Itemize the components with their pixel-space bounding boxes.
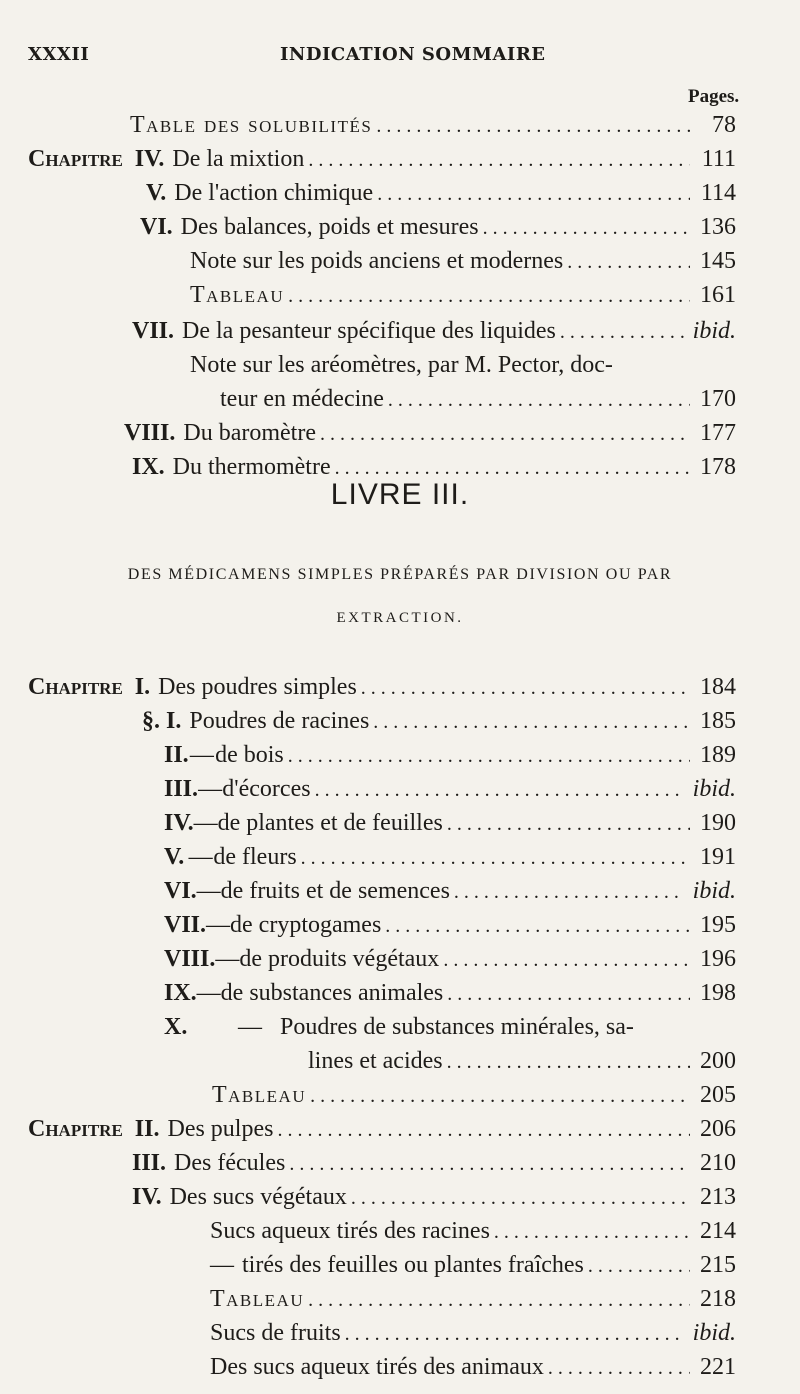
ditto-dash: — xyxy=(238,1014,262,1040)
toc-entry-page: ibid. xyxy=(692,318,736,344)
toc-entry-page: 78 xyxy=(712,112,736,138)
chapter-number: I. xyxy=(134,674,151,700)
toc-row xyxy=(164,844,736,878)
toc-row xyxy=(132,318,736,352)
toc-entry-page: 196 xyxy=(700,946,736,972)
toc-row xyxy=(132,1184,736,1218)
leader-dots xyxy=(335,454,690,481)
book-subtitle-line2: EXTRACTION. xyxy=(336,610,464,626)
ditto-dash: — xyxy=(196,980,221,1006)
toc-row xyxy=(164,912,736,946)
toc-row xyxy=(140,214,736,248)
ditto-dash: — xyxy=(193,810,218,836)
chapter-label: Chapitre xyxy=(28,146,123,172)
toc-row xyxy=(190,282,736,316)
toc-entry-label: Des balances, poids et mesures xyxy=(180,214,479,240)
chapter-label: Chapitre xyxy=(28,674,123,700)
ditto-dash: — xyxy=(206,912,231,938)
toc-entry-page: 145 xyxy=(700,248,736,274)
leader-dots xyxy=(385,912,690,939)
toc-entry-label: d'écorces xyxy=(222,776,311,802)
toc-entry-page: 184 xyxy=(700,674,736,700)
toc-row xyxy=(28,1116,736,1150)
toc-entry-label-line2: teur en médecine xyxy=(220,386,384,412)
toc-row xyxy=(142,708,736,742)
leader-dots xyxy=(494,1218,690,1245)
toc-entry-label: Des sucs aqueux tirés des animaux xyxy=(210,1354,544,1380)
leader-dots xyxy=(345,1320,685,1347)
leader-dots xyxy=(308,1286,690,1313)
toc-entry-page: 205 xyxy=(700,1082,736,1108)
chapter-number: VI. xyxy=(140,214,173,240)
toc-entry-label: de cryptogames xyxy=(230,912,382,938)
toc-entry-label: Du baromètre xyxy=(183,420,316,446)
leader-dots xyxy=(288,742,690,769)
leader-dots xyxy=(454,878,685,905)
toc-entry-page: 136 xyxy=(700,214,736,240)
toc-row xyxy=(220,386,736,420)
toc-entry-page: ibid. xyxy=(692,878,736,904)
leader-dots xyxy=(376,112,690,139)
running-title: INDICATION SOMMAIRE xyxy=(280,44,546,65)
leader-dots xyxy=(447,810,690,837)
toc-entry-page: 210 xyxy=(700,1150,736,1176)
leader-dots xyxy=(567,248,690,275)
toc-entry-page: 215 xyxy=(700,1252,736,1278)
toc-entry-label: Des sucs végétaux xyxy=(169,1184,347,1210)
leader-dots xyxy=(483,214,690,241)
leader-dots xyxy=(351,1184,690,1211)
toc-entry-label: Des pulpes xyxy=(167,1116,274,1142)
toc-entry-page: ibid. xyxy=(692,776,736,802)
toc-row xyxy=(164,980,736,1014)
leader-dots xyxy=(277,1116,690,1143)
toc-entry-label: Poudres de racines xyxy=(189,708,370,734)
book-title: LIVRE III. xyxy=(330,478,470,511)
chapter-number: IX. xyxy=(132,454,165,480)
toc-entry-page: 198 xyxy=(700,980,736,1006)
toc-entry-label: Tableau xyxy=(212,1082,307,1108)
toc-row xyxy=(164,742,736,776)
toc-row xyxy=(210,1286,736,1320)
toc-entry-label: Tableau xyxy=(210,1286,305,1312)
leader-dots xyxy=(310,1082,690,1109)
toc-row xyxy=(190,248,736,282)
page-number: XXXII xyxy=(28,44,90,65)
toc-entry-page: 206 xyxy=(700,1116,736,1142)
toc-entry-label: tirés des feuilles ou plantes fraîches xyxy=(242,1252,584,1278)
leader-dots xyxy=(301,844,690,871)
leader-dots xyxy=(388,386,690,413)
toc-entry-label: de fleurs xyxy=(213,844,297,870)
toc-entry-label: Note sur les poids anciens et modernes xyxy=(190,248,564,274)
toc-entry-page: 214 xyxy=(700,1218,736,1244)
toc-row xyxy=(210,1354,736,1388)
toc-entry-label: de bois xyxy=(215,742,284,768)
ditto-dash: — xyxy=(189,742,214,768)
leader-dots xyxy=(377,180,690,207)
section-number: VI. xyxy=(164,878,197,904)
toc-entry-label: Des fécules xyxy=(174,1150,286,1176)
chapter-number: VIII. xyxy=(124,420,176,446)
toc-entry-label: Tableau xyxy=(190,282,285,308)
toc-row xyxy=(308,1048,736,1082)
toc-entry-page: 213 xyxy=(700,1184,736,1210)
chapter-label: Chapitre xyxy=(28,1116,123,1142)
toc-entry-page: ibid. xyxy=(692,1320,736,1346)
book-subtitle-line1: DES MÉDICAMENS SIMPLES PRÉPARÉS PAR DIVISION OU PAR xyxy=(127,566,673,583)
toc-row xyxy=(164,810,736,844)
toc-entry-page: 185 xyxy=(700,708,736,734)
toc-entry-page: 200 xyxy=(700,1048,736,1074)
toc-entry-label: Du thermomètre xyxy=(172,454,331,480)
leader-dots xyxy=(560,318,685,345)
chapter-number: III. xyxy=(132,1150,167,1176)
leader-dots xyxy=(361,674,690,701)
toc-row xyxy=(210,1218,736,1252)
leader-dots xyxy=(588,1252,690,1279)
ditto-dash: — xyxy=(188,844,213,870)
toc-row xyxy=(130,112,736,146)
toc-entry-label: Sucs aqueux tirés des racines xyxy=(210,1218,490,1244)
section-number: §. I. xyxy=(142,708,182,734)
toc-row xyxy=(210,1320,736,1354)
toc-entry-label: de fruits et de semences xyxy=(220,878,450,904)
toc-entry-page: 190 xyxy=(700,810,736,836)
chapter-number: VII. xyxy=(132,318,175,344)
ditto-dash: — xyxy=(196,878,221,904)
toc-entry-page: 191 xyxy=(700,844,736,870)
leader-dots xyxy=(320,420,690,447)
section-number: VIII. xyxy=(164,946,216,972)
toc-entry-label: Sucs de fruits xyxy=(210,1320,341,1346)
ditto-dash: — xyxy=(210,1252,234,1278)
leader-dots xyxy=(308,146,690,173)
ditto-dash: — xyxy=(198,776,223,802)
toc-row xyxy=(210,1252,736,1286)
leader-dots xyxy=(289,1150,690,1177)
chapter-number: II. xyxy=(134,1116,160,1142)
toc-entry-label: de substances animales xyxy=(220,980,444,1006)
toc-entry-page: 218 xyxy=(700,1286,736,1312)
toc-entry-page: 189 xyxy=(700,742,736,768)
leader-dots xyxy=(447,980,690,1007)
toc-row xyxy=(28,674,736,708)
leader-dots xyxy=(373,708,690,735)
toc-entry-label: de plantes et de feuilles xyxy=(217,810,443,836)
section-number: III. xyxy=(164,776,199,802)
toc-row xyxy=(124,420,736,454)
section-number: IV. xyxy=(164,810,194,836)
section-number: V. xyxy=(164,844,185,870)
toc-row xyxy=(164,776,736,810)
leader-dots xyxy=(443,946,690,973)
leader-dots xyxy=(447,1048,690,1075)
toc-row xyxy=(28,146,736,180)
leader-dots xyxy=(315,776,685,803)
toc-entry-label-line1: Note sur les aréomètres, par M. Pector, doc- xyxy=(190,352,613,378)
pages-column-label: Pages. xyxy=(688,86,740,107)
toc-entry-page: 114 xyxy=(700,180,736,206)
toc-entry-label: De la mixtion xyxy=(172,146,305,172)
toc-entry-page: 195 xyxy=(700,912,736,938)
chapter-number: V. xyxy=(146,180,167,206)
toc-row xyxy=(132,1150,736,1184)
chapter-number: IV. xyxy=(134,146,165,172)
toc-row xyxy=(212,1082,736,1116)
toc-entry-page: 170 xyxy=(700,386,736,412)
section-number: II. xyxy=(164,742,189,768)
toc-entry-label-line2: lines et acides xyxy=(308,1048,443,1074)
toc-entry-label: Table des solubilités xyxy=(130,112,373,138)
toc-entry-label: De la pesanteur spécifique des liquides xyxy=(182,318,556,344)
toc-row xyxy=(164,1014,736,1048)
toc-entry-page: 177 xyxy=(700,420,736,446)
toc-entry-page: 161 xyxy=(700,282,736,308)
toc-entry-label-line1: Poudres de substances minérales, sa- xyxy=(280,1014,634,1040)
toc-entry-page: 111 xyxy=(701,146,736,172)
toc-entry-page: 221 xyxy=(700,1354,736,1380)
chapter-number: IV. xyxy=(132,1184,162,1210)
toc-entry-label: De l'action chimique xyxy=(174,180,374,206)
toc-entry-label: de produits végétaux xyxy=(239,946,440,972)
ditto-dash: — xyxy=(215,946,240,972)
toc-entry-label: Des poudres simples xyxy=(158,674,357,700)
toc-row xyxy=(146,180,736,214)
leader-dots xyxy=(548,1354,690,1381)
toc-row xyxy=(164,946,736,980)
section-number: VII. xyxy=(164,912,207,938)
section-number: X. xyxy=(164,1014,188,1040)
section-number: IX. xyxy=(164,980,197,1006)
toc-row xyxy=(164,878,736,912)
toc-entry-page: 178 xyxy=(700,454,736,480)
leader-dots xyxy=(288,282,690,309)
